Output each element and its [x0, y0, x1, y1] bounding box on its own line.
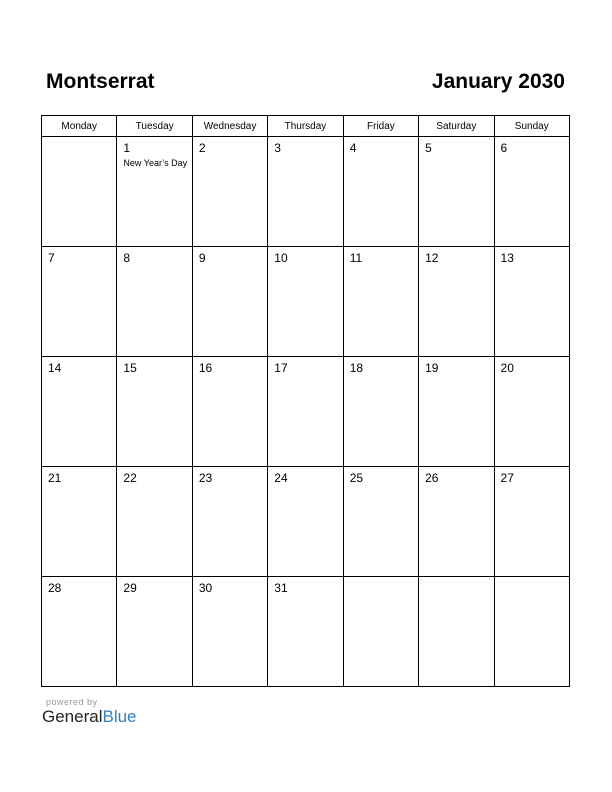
day-cell — [117, 467, 192, 577]
day-cell — [494, 137, 569, 247]
day-cell — [192, 247, 267, 357]
day-cell — [268, 577, 343, 687]
day-cell — [117, 247, 192, 357]
day-number: 11 — [349, 251, 363, 265]
day-number: 30 — [198, 581, 213, 595]
day-number: 22 — [123, 471, 137, 485]
day-number: 7 — [48, 251, 55, 265]
day-number: 21 — [48, 471, 62, 485]
day-cell — [268, 467, 343, 577]
day-cell — [117, 137, 192, 247]
day-number: 5 — [425, 141, 432, 155]
day-cell — [419, 137, 494, 247]
day-number: 13 — [500, 251, 514, 265]
day-number: 28 — [48, 581, 62, 595]
day-cell — [419, 247, 494, 357]
day-cell — [117, 577, 192, 687]
calendar-grid — [41, 115, 570, 687]
day-cell — [192, 357, 267, 467]
weekday-saturday: Saturday — [419, 116, 494, 137]
holiday-label: New Year’s Day — [123, 158, 188, 168]
day-number: 14 — [48, 361, 62, 375]
day-cell — [419, 577, 494, 687]
day-number: 27 — [500, 471, 514, 485]
day-number: 12 — [425, 251, 439, 265]
day-cell — [117, 357, 192, 467]
day-number — [495, 577, 569, 581]
weekday-sunday: Sunday — [494, 116, 569, 137]
week-row — [42, 247, 570, 357]
day-cell — [42, 137, 117, 247]
day-number — [419, 577, 493, 581]
day-number: 19 — [425, 361, 439, 375]
day-number: 17 — [274, 361, 288, 375]
weekday-wednesday: Wednesday — [192, 116, 267, 137]
day-cell — [268, 137, 343, 247]
brand-general-text: General — [42, 707, 103, 726]
day-number: 31 — [274, 581, 288, 595]
day-cell — [192, 137, 267, 247]
day-number: 15 — [123, 361, 137, 375]
weekday-tuesday: Tuesday — [117, 116, 192, 137]
day-number: 25 — [349, 471, 364, 485]
day-number: 3 — [274, 141, 281, 155]
day-cell — [42, 467, 117, 577]
brand-blue-text: Blue — [102, 707, 137, 726]
brand-footer — [42, 697, 137, 727]
day-number: 1 — [123, 141, 131, 155]
week-row — [42, 357, 570, 467]
day-number: 6 — [500, 141, 508, 155]
day-cell — [42, 247, 117, 357]
day-number: 2 — [198, 141, 206, 155]
day-number: 10 — [274, 251, 288, 265]
day-number — [42, 137, 116, 141]
day-cell — [268, 247, 343, 357]
day-cell — [343, 577, 418, 687]
day-cell — [494, 467, 569, 577]
day-cell — [494, 357, 569, 467]
day-cell — [343, 247, 418, 357]
day-number: 16 — [198, 361, 213, 375]
day-number: 24 — [274, 471, 288, 485]
weekday-monday: Monday — [42, 116, 117, 137]
day-cell — [419, 357, 494, 467]
weekday-header-row — [42, 116, 570, 137]
week-row — [42, 577, 570, 687]
day-number: 4 — [349, 141, 357, 155]
week-row — [42, 137, 570, 247]
day-cell — [268, 357, 343, 467]
week-row — [42, 467, 570, 577]
day-cell — [42, 577, 117, 687]
day-cell — [192, 577, 267, 687]
day-number: 29 — [123, 581, 137, 595]
day-cell — [42, 357, 117, 467]
day-number: 23 — [198, 471, 213, 485]
day-cell — [343, 467, 418, 577]
day-number: 20 — [500, 361, 514, 375]
day-number: 18 — [349, 361, 364, 375]
weekday-friday: Friday — [343, 116, 418, 137]
month-year-title: January 2030 — [431, 70, 565, 93]
generalblue-logo — [42, 707, 137, 727]
calendar-header — [41, 70, 570, 100]
weekday-thursday: Thursday — [268, 116, 343, 137]
powered-by-text: powered by — [46, 697, 98, 707]
country-title: Montserrat — [46, 70, 155, 93]
day-cell — [494, 577, 569, 687]
day-number: 26 — [425, 471, 439, 485]
day-cell — [343, 137, 418, 247]
day-cell — [343, 357, 418, 467]
day-cell — [192, 467, 267, 577]
day-cell — [419, 467, 494, 577]
day-number: 9 — [198, 251, 206, 265]
day-number — [344, 577, 418, 581]
day-cell — [494, 247, 569, 357]
day-number: 8 — [123, 251, 131, 265]
